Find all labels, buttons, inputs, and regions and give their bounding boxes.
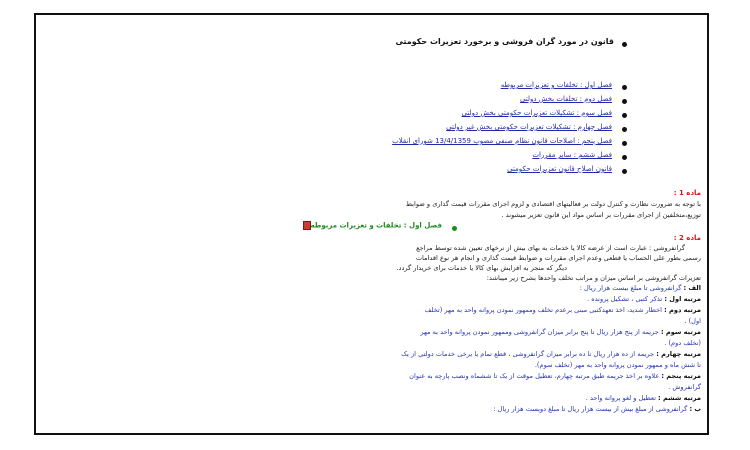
rank-3 — [420, 328, 701, 336]
article-2-line: رسمی بطور علی الحساب یا قطعی وعدم اجرای مقررات و ضوابط قیمت گذاری و انجام هر نوع اقدامات — [415, 254, 701, 262]
rank-label: مرتبه دوم : — [664, 306, 701, 314]
rank-continuation: (تخلف دوم) . — [664, 339, 701, 347]
rank-text: تذکر کتبی ، تشکیل پرونده . — [587, 295, 663, 303]
rank-5 — [409, 372, 701, 380]
rank-label: مرتبه چهارم : — [656, 350, 701, 358]
page-title: قانون در مورد گران فروشی و برخورد تعزیرات حکومتی — [395, 37, 614, 46]
rank-text: جریمه از ده هزار ریال تا ده برابر میزان گرانفروشی ، قطع تمام یا برخی خدمات دولتی از یک — [401, 350, 655, 358]
clause-alef — [580, 284, 701, 292]
toc-bullet — [622, 85, 627, 90]
document-icon — [303, 221, 311, 230]
title-bullet — [622, 42, 627, 47]
toc-link-section-6[interactable]: فصل ششم : سایر مقررات — [532, 151, 612, 159]
article-2-line: تعزیرات گرانفروشی بر اساس میزان و مراتب تخلف واحدها بشرح زیر میباشد: — [486, 274, 701, 282]
clause-be-text: گرانفروشی از مبلغ بیش از بیست هزار ریال تا مبلغ دویست هزار ریال : — [493, 405, 688, 413]
clause-alef-label: الف : — [683, 284, 701, 292]
rank-continuation: تا شش ماه و ممهور نمودن پروانه واحد به مهر (تخلف سوم). — [534, 361, 701, 369]
rank-continuation: گرانفروش . — [668, 383, 701, 391]
rank-label: مرتبه اول : — [664, 295, 701, 303]
clause-alef-text: گرانفروشی تا مبلغ بیست هزار ریال : — [579, 284, 682, 292]
article-2-line: دیگر که منجر به افزایش بهای کالا یا خدمات برای خریدار گردد. — [396, 264, 567, 272]
rank-label: مرتبه پنجم : — [661, 372, 701, 380]
section-1-label: فصل اول : تخلفات و تعزیرات مربوطه — [310, 221, 442, 230]
toc-link-section-1[interactable]: فصل اول : تخلفات و تعزیرات مربوطه — [500, 81, 612, 89]
article-1-line: توزیع،متخلفین از اجرای مقررات بر اساس مواد این قانون تعزیر میشوند . — [501, 211, 701, 219]
article-1-line: با توجه به ضرورت نظارت و کنترل دولت بر فعالیتهای اقتصادی و لزوم اجرای مقررات قیمت گذاری و ضوابط — [405, 200, 701, 208]
rank-text: اخطار شدید، اخذ تعهدکتبی مبنی برعدم تخلف وممهور نمودن پروانه واحد به مهر (تخلف — [424, 306, 662, 314]
rank-text: علاوه بر اخذ جریمه طبق مرتبه چهارم، تعطیل موقت از یک تا ششماه ونصب پارچه به عنوان — [409, 372, 660, 380]
rank-4 — [401, 350, 701, 358]
clause-be-label: ب : — [689, 405, 701, 413]
toc-bullet — [622, 127, 627, 132]
clause-be — [493, 405, 701, 413]
article-2-line: گرانفروشی : عبارت است از عرضه کالا یا خدمات به بهای بیش از نرخهای تعیین شده توسط مراجع — [416, 244, 685, 252]
rank-2 — [425, 306, 701, 314]
toc-link-section-2[interactable]: فصل دوم : تخلفات بخش دولتی — [519, 95, 612, 103]
rank-text: جریمه از پنج هزار ریال تا پنج برابر میزان گرانفروشی وممهور نمودن پروانه واحد به مهر — [420, 328, 659, 336]
rank-1 — [587, 295, 701, 303]
toc-link-amendment[interactable]: قانون اصلاح قانون تعزیرات حکومتی — [507, 165, 612, 173]
section-bullet — [452, 226, 457, 231]
document-page — [34, 13, 709, 435]
rank-label: مرتبه ششم : — [658, 394, 701, 402]
article-1-heading: ماده 1 : — [673, 189, 701, 197]
toc-link-section-4[interactable]: فصل چهارم : تشکیلات تعزیرات حکومتی بخش غیر دولتی — [446, 123, 612, 131]
rank-text: تعطیل و لغو پروانه واحد . — [585, 394, 656, 402]
rank-label: مرتبه سوم : — [660, 328, 701, 336]
rank-6 — [586, 394, 701, 402]
toc-bullet — [622, 99, 627, 104]
article-2-heading: ماده 2 : — [673, 234, 701, 242]
toc-bullet — [622, 141, 627, 146]
section-1-heading[interactable] — [300, 221, 442, 230]
toc-bullet — [622, 155, 627, 160]
rank-continuation: اول) . — [684, 317, 701, 325]
toc-link-section-3[interactable]: فصل سوم : تشکیلات تعزیرات حکومتی بخش دولتی — [461, 109, 612, 117]
toc-bullet — [622, 113, 627, 118]
toc-link-section-5[interactable]: فصل پنجم : اصلاحات قانون نظام صنفی مصوب 13/4/1359 شورای انقلاب — [392, 137, 612, 145]
toc-bullet — [622, 169, 627, 174]
